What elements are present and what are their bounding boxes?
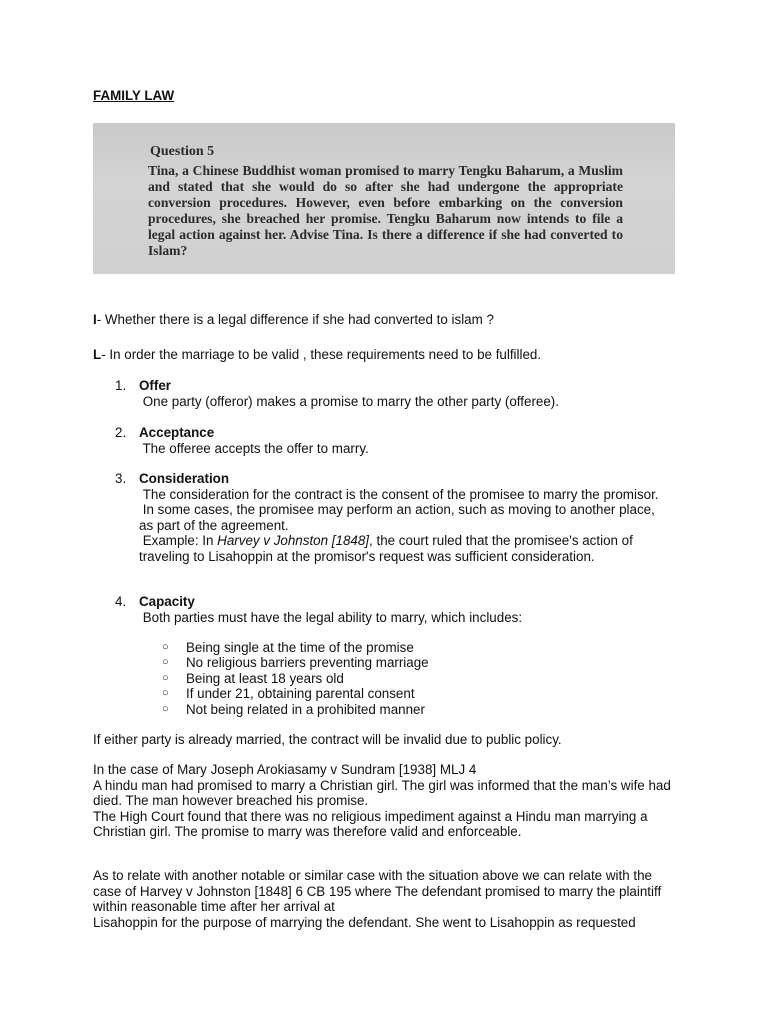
issue-label: I [93,312,97,327]
bullet-icon: ○ [162,656,169,668]
requirement-acceptance [139,425,679,456]
requirement-heading: Offer [139,378,171,393]
law-text: - In order the marriage to be valid , these requirements need to be fulfilled. [101,347,542,362]
requirement-text: Both parties must have the legal ability to marry, which includes: [139,609,523,625]
case-harvey-johnston [93,868,683,930]
case-mary-joseph [93,762,685,840]
example-suffix: , the court ruled that the promisee's action of traveling to Lisahoppin at the promisor's request was sufficient consideration. [139,533,637,564]
issue-paragraph [93,312,683,328]
issue-text: - Whether there is a legal difference if she had converted to islam ? [96,312,494,327]
bullet-icon: ○ [162,703,169,715]
requirement-consideration [139,471,669,565]
requirement-heading: Acceptance [139,425,215,440]
requirement-number: 3. [115,471,127,486]
requirement-text: In some cases, the promisee may perform an action, such as moving to another place, as part of the agreement. [139,502,659,533]
law-paragraph [93,347,683,363]
law-label: L [93,347,102,362]
requirement-example [139,533,669,564]
requirement-number: 2. [115,425,127,440]
case-facts: A hindu man had promised to marry a Christian girl. The girl was informed that the man’s wife had died. The man however breached his promise. [93,777,671,809]
requirement-capacity [139,594,679,625]
requirement-number: 1. [115,378,127,393]
bullet-icon: ○ [162,641,169,653]
list-item: No religious barriers preventing marriage [186,655,429,670]
bullet-icon: ○ [162,672,169,684]
list-item: Being at least 18 years old [186,671,344,686]
requirement-offer [139,378,679,409]
case-continuation: Lisahoppin for the purpose of marrying the defendant. She went to Lisahoppin as requested [93,914,636,930]
case-holding: The High Court found that there was no religious impediment against a Hindu man marrying a Christian girl. The promise to marry was therefore valid and enforceable. [93,808,648,840]
requirement-heading: Consideration [139,471,230,486]
example-prefix: Example: In [139,533,218,549]
question-heading: Question 5 [150,144,215,159]
bullet-icon: ○ [162,687,169,699]
document-title: FAMILY LAW [93,88,175,103]
married-paragraph: If either party is already married, the contract will be invalid due to public policy. [93,732,562,747]
example-case-name: Harvey v Johnston [1848] [217,533,370,549]
question-photo [93,123,675,274]
list-item: If under 21, obtaining parental consent [186,686,415,701]
case-intro: As to relate with another notable or similar case with the situation above we can relate with the case of Harvey v Johnston [1848] 6 CB 195 where The defendant promised to marry the plaintiff within reasonable time after her arrival at [93,868,662,915]
case-citation: In the case of Mary Joseph Arokiasamy v Sundram [1938] MLJ 4 [93,762,477,777]
question-text: Tina, a Chinese Buddhist woman promised to marry Tengku Baharum, a Muslim and stated that she would do so after she had undergone the appropriate conversion procedures. However, even before embarking on the conversion procedures, she breached her promise. Tengku Baharum now intends to file a legal action against her. Advise Tina. Is there a difference if she had converted to Islam? [148,163,623,258]
requirement-number: 4. [115,594,127,609]
requirement-text: The offeree accepts the offer to marry. [139,440,369,456]
list-item: Not being related in a prohibited manner [186,702,425,717]
requirement-text: The consideration for the contract is the consent of the promisee to marry the promisor. [139,486,659,502]
requirement-heading: Capacity [139,594,195,609]
list-item: Being single at the time of the promise [186,640,414,655]
requirement-text: One party (offeror) makes a promise to marry the other party (offeree). [139,393,559,409]
